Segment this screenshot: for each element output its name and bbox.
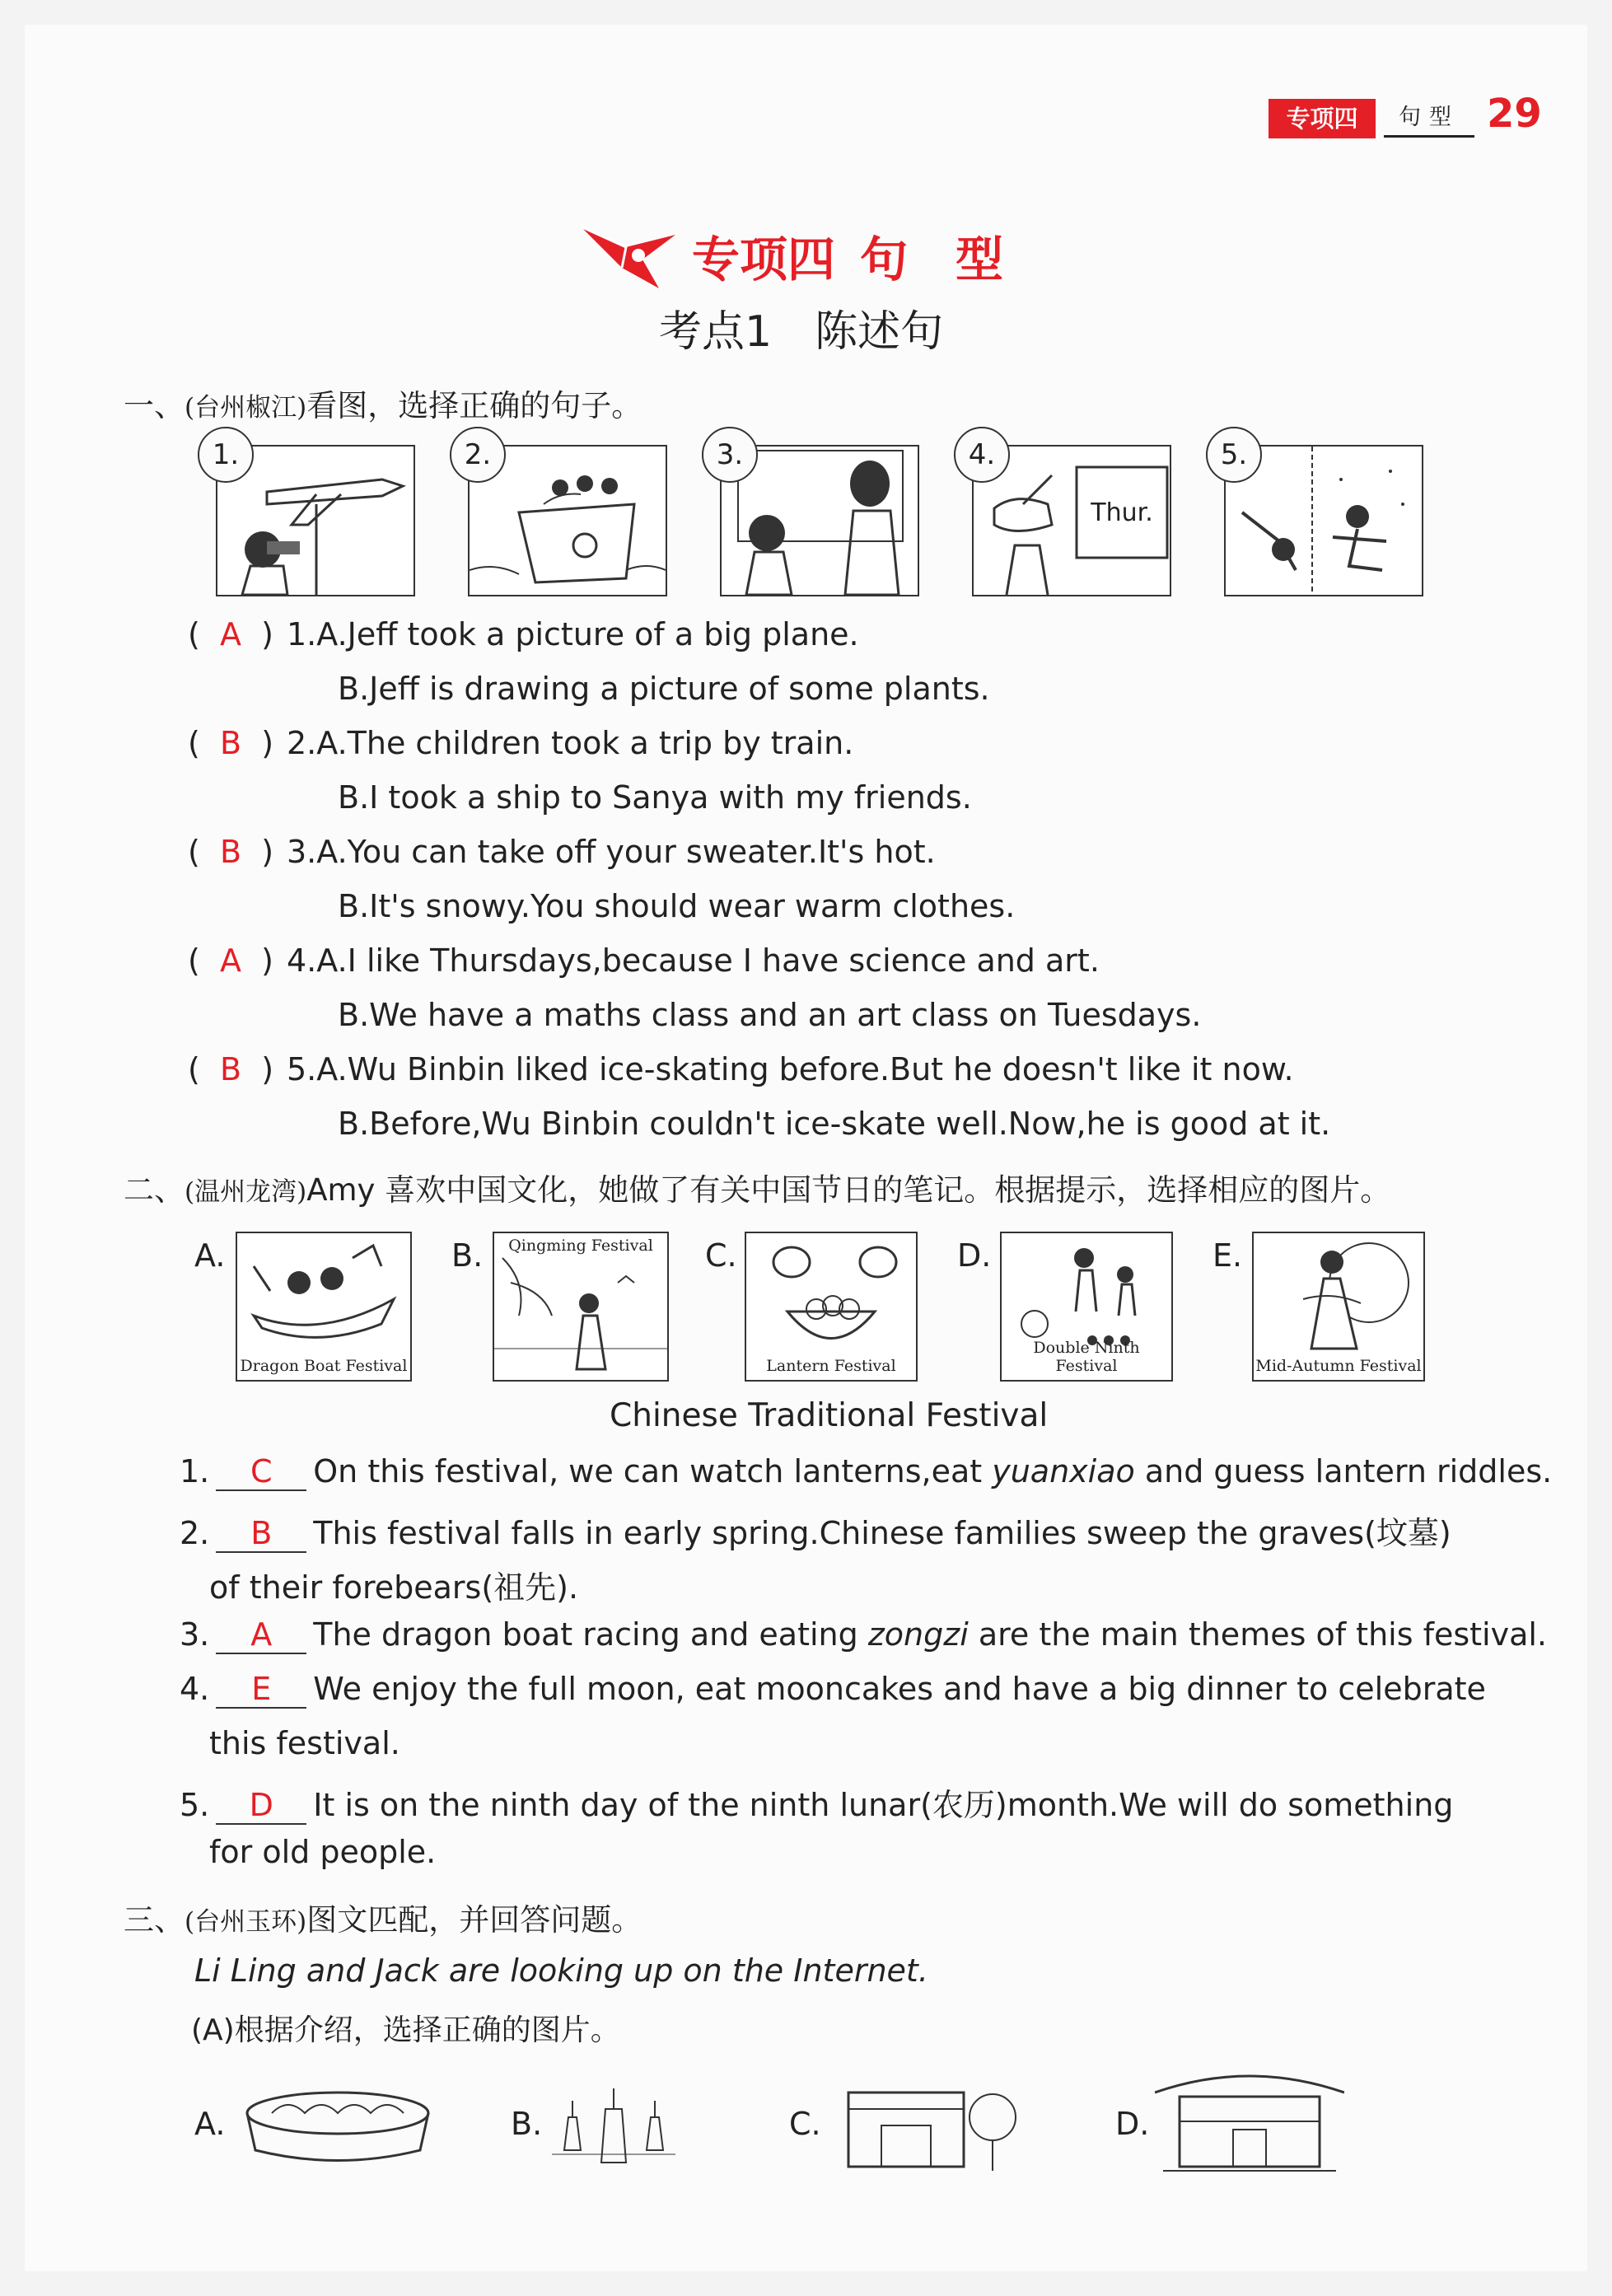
yuanxiao-bowl-icon xyxy=(746,1233,916,1357)
option-label-b: B. xyxy=(451,1237,484,1274)
option-label-d: D. xyxy=(957,1237,992,1274)
title-topic: 句 型 xyxy=(860,231,1004,288)
caption: Qingming Festival xyxy=(508,1237,653,1255)
question-4: ( A ) 4.A.I like Thursdays,because I have science and art. xyxy=(188,942,1100,979)
picture-number-4: 4. xyxy=(954,427,1010,483)
page-number: 29 xyxy=(1487,91,1542,137)
answer: A xyxy=(216,1616,306,1654)
section2-heading: 二、(温州龙湾)Amy 喜欢中国文化，她做了有关中国节日的笔记。根据提示，选择相应的图片。 xyxy=(124,1172,1391,1208)
picture-double-ninth xyxy=(1000,1232,1173,1382)
notes-title: Chinese Traditional Festival xyxy=(610,1397,1049,1434)
page-title xyxy=(692,221,1003,290)
pagoda-icon xyxy=(552,2084,675,2167)
note-item-4-cont: this festival. xyxy=(209,1725,400,1761)
caption: Double Ninth Festival xyxy=(1033,1339,1140,1375)
option-label-c: C. xyxy=(705,1237,737,1274)
option-label-e: E. xyxy=(1213,1237,1243,1274)
note-item-5: 5. D It is on the ninth day of the ninth lunar(农历)month.We will do something xyxy=(180,1787,1454,1823)
note-item-1: 1. C On this festival, we can watch lanterns,eat yuanxiao and guess lantern riddles. xyxy=(180,1453,1553,1489)
section3-heading: 三、(台州玉环)图文匹配，并回答问题。 xyxy=(124,1902,642,1938)
picture-number-1: 1. xyxy=(198,427,254,483)
food-dish-icon xyxy=(239,2080,437,2171)
question-5-option-b: B.Before,Wu Binbin couldn't ice-skate well.Now,he is good at it. xyxy=(338,1106,1331,1142)
picture-lantern xyxy=(745,1232,918,1382)
section-subtitle: 句型 xyxy=(1384,101,1474,138)
caption: Dragon Boat Festival xyxy=(240,1357,408,1375)
note-item-2-cont: of their forebears(祖先). xyxy=(209,1569,579,1606)
answer: A xyxy=(219,942,241,979)
gate-icon xyxy=(832,2076,1021,2175)
question-3-option-b: B.It's snowy.You should wear warm clothes. xyxy=(338,888,1016,924)
answer: B xyxy=(216,1515,306,1553)
picture-mid-autumn xyxy=(1252,1232,1425,1382)
option-label-b: B. xyxy=(511,2106,543,2142)
caption: Mid-Autumn Festival xyxy=(1255,1357,1422,1375)
answer: B xyxy=(219,725,242,761)
option-label-c: C. xyxy=(789,2106,821,2142)
note-item-4: 4. E We enjoy the full moon, eat mooncakes and have a big dinner to celebrate xyxy=(180,1671,1486,1707)
answer: B xyxy=(219,834,242,870)
question-1: ( A ) 1.A.Jeff took a picture of a big plane. xyxy=(188,616,859,652)
note-item-2: 2. B This festival falls in early spring.Chinese families sweep the graves(坟墓) xyxy=(180,1515,1451,1551)
answer: B xyxy=(219,1051,242,1087)
question-3: ( B ) 3.A.You can take off your sweater.It's hot. xyxy=(188,834,936,870)
answer: A xyxy=(219,616,241,652)
section3-intro: Li Ling and Jack are looking up on the Internet. xyxy=(194,1952,928,1989)
page-subtitle: 考点1 陈述句 xyxy=(659,307,944,357)
note-item-3: 3. A The dragon boat racing and eating zongzi are the main themes of this festival. xyxy=(180,1616,1548,1653)
bird-logo-icon xyxy=(577,210,684,292)
calendar-text: Thur. xyxy=(1091,498,1153,527)
building-icon xyxy=(1155,2051,1344,2175)
answer: C xyxy=(216,1453,306,1491)
note-item-5-cont: for old people. xyxy=(209,1834,437,1870)
answer: D xyxy=(216,1787,306,1825)
question-2-option-b: B.I took a ship to Sanya with my friends. xyxy=(338,779,972,816)
picture-dragon-boat xyxy=(236,1232,412,1382)
option-label-d: D. xyxy=(1115,2106,1150,2142)
title-main: 专项四 xyxy=(692,231,836,288)
answer: E xyxy=(216,1671,306,1709)
section3-sub-a: (A)根据介绍，选择正确的图片。 xyxy=(191,2013,620,2047)
dragon-boat-icon xyxy=(237,1233,410,1349)
question-1-option-b: B.Jeff is drawing a picture of some plants. xyxy=(338,671,990,707)
picture-qingming xyxy=(493,1232,669,1382)
option-label-a: A. xyxy=(194,1237,226,1274)
caption: Lantern Festival xyxy=(766,1357,896,1375)
option-label-a: A. xyxy=(194,2106,226,2142)
section-tag: 专项四 xyxy=(1269,99,1376,138)
section1-heading: 一、(台州椒江)看图，选择正确的句子。 xyxy=(124,388,642,423)
question-2: ( B ) 2.A.The children took a trip by train. xyxy=(188,725,854,761)
qingming-icon xyxy=(494,1233,667,1380)
picture-number-3: 3. xyxy=(702,427,758,483)
question-4-option-b: B.We have a maths class and an art class on Tuesdays. xyxy=(338,997,1202,1033)
question-5: ( B ) 5.A.Wu Binbin liked ice-skating before.But he doesn't like it now. xyxy=(188,1051,1294,1087)
picture-number-2: 2. xyxy=(450,427,506,483)
picture-number-5: 5. xyxy=(1206,427,1262,483)
mid-autumn-icon xyxy=(1254,1233,1423,1357)
